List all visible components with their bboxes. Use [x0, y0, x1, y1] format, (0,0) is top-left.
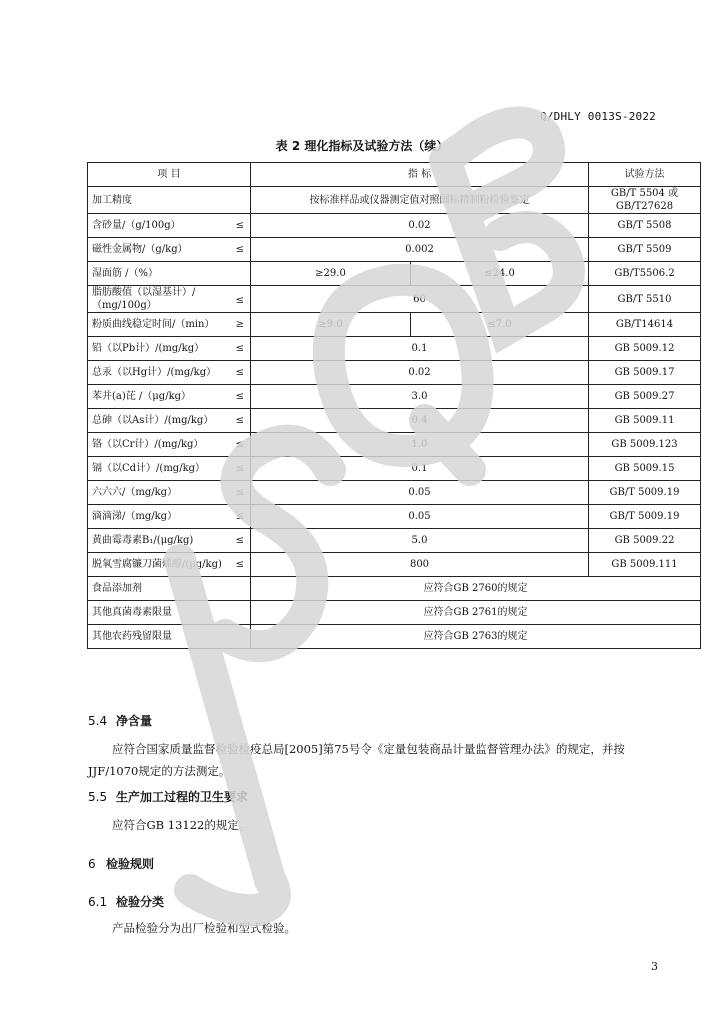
- table-row: [88, 481, 701, 505]
- cell-indicator: 按标准样品或仪器测定值对照国标精制粉检验鉴定: [251, 187, 589, 214]
- cell-indicator: 0.002: [251, 238, 589, 262]
- cell-item: 脱氧雪腐镰刀菌烯醇/(μg/kg) ≤: [88, 553, 251, 577]
- table-row: [88, 457, 701, 481]
- table-row: [88, 262, 701, 286]
- cell-method: GB/T14614: [589, 313, 701, 337]
- table-caption: 表 2 理化指标及试验方法（续）: [275, 139, 449, 153]
- cell-indicator: 60: [251, 286, 589, 313]
- cell-method: GB 5009.27: [589, 385, 701, 409]
- cell-method: GB 5009.111: [589, 553, 701, 577]
- cell-indicator: 应符合GB 2760的规定: [251, 577, 701, 601]
- cell-method: GB/T5506.2: [589, 262, 701, 286]
- cell-item: 粉质曲线稳定时间/（min） ≥: [88, 313, 251, 337]
- comparison-symbol: ≤: [235, 439, 244, 450]
- cell-item: 铅（以Pb计）/(mg/kg） ≤: [88, 337, 251, 361]
- cell-item: 六六六/（mg/kg） ≤: [88, 481, 251, 505]
- comparison-symbol: ≤: [235, 463, 244, 474]
- table-header-row: [88, 163, 701, 187]
- cell-indicator-weak: ≤24.0: [411, 262, 589, 286]
- table-body: [88, 187, 701, 649]
- table-row: [88, 529, 701, 553]
- comparison-symbol: ≥: [235, 319, 244, 330]
- comparison-symbol: ≤: [235, 367, 244, 378]
- comparison-symbol: ≤: [235, 244, 244, 255]
- cell-indicator: 0.1: [251, 337, 589, 361]
- header-item: 项 目: [88, 163, 251, 187]
- cell-item: 黄曲霉毒素B₁/(μg/kg) ≤: [88, 529, 251, 553]
- standard-code: Q/DHLY 0013S-2022: [540, 110, 656, 123]
- section-6-1-text: 产品检验分为出厂检验和型式检验。: [112, 921, 296, 935]
- cell-method: GB/T 5510: [589, 286, 701, 313]
- table-row: [88, 625, 701, 649]
- cell-method: GB 5009.17: [589, 361, 701, 385]
- comparison-symbol: ≤: [235, 295, 244, 306]
- cell-indicator: 0.02: [251, 214, 589, 238]
- comparison-symbol: ≤: [235, 391, 244, 402]
- cell-item: 含砂量/（g/100g） ≤: [88, 214, 251, 238]
- cell-item: 食品添加剂: [88, 577, 251, 601]
- cell-item: 其他真菌毒素限量: [88, 601, 251, 625]
- cell-indicator: 5.0: [251, 529, 589, 553]
- cell-method: GB 5009.22: [589, 529, 701, 553]
- cell-indicator: 800: [251, 553, 589, 577]
- cell-indicator: 0.4: [251, 409, 589, 433]
- comparison-symbol: ≤: [235, 535, 244, 546]
- comparison-symbol: ≤: [235, 487, 244, 498]
- header-method: 试验方法: [589, 163, 701, 187]
- table-row: [88, 433, 701, 457]
- table-row: [88, 313, 701, 337]
- cell-method: GB/T 5009.19: [589, 505, 701, 529]
- table-row: [88, 385, 701, 409]
- table-row: [88, 337, 701, 361]
- cell-item: 苯并(a)芘 /（μg/kg） ≤: [88, 385, 251, 409]
- cell-method: GB 5009.123: [589, 433, 701, 457]
- cell-indicator: 0.1: [251, 457, 589, 481]
- table-row: [88, 505, 701, 529]
- table-row: [88, 409, 701, 433]
- table-row: [88, 214, 701, 238]
- table-row: [88, 601, 701, 625]
- page-number: 3: [651, 960, 658, 973]
- table-row: [88, 577, 701, 601]
- comparison-symbol: ≤: [235, 559, 244, 570]
- table-row: [88, 553, 701, 577]
- comparison-symbol: ≤: [235, 220, 244, 231]
- cell-item: 镉（以Cd计）/(mg/kg） ≤: [88, 457, 251, 481]
- section-6-heading: 6 检验规则: [88, 857, 155, 871]
- cell-method: GB/T 5509: [589, 238, 701, 262]
- section-6-1-heading: 6.1 检验分类: [88, 895, 165, 909]
- comparison-symbol: ≤: [235, 343, 244, 354]
- cell-indicator: 应符合GB 2763的规定: [251, 625, 701, 649]
- cell-method: GB/T 5009.19: [589, 481, 701, 505]
- cell-indicator-strong: ≥29.0: [251, 262, 411, 286]
- cell-item: 加工精度: [88, 187, 251, 214]
- cell-indicator: 1.0: [251, 433, 589, 457]
- cell-item: 湿面筋 /（%）: [88, 262, 251, 286]
- comparison-symbol: ≤: [235, 511, 244, 522]
- table-row: [88, 286, 701, 313]
- cell-method: GB/T 5508: [589, 214, 701, 238]
- cell-indicator: 0.02: [251, 361, 589, 385]
- cell-method: GB 5009.12: [589, 337, 701, 361]
- comparison-symbol: ≤: [235, 415, 244, 426]
- cell-indicator: 3.0: [251, 385, 589, 409]
- cell-indicator-strong: ≥9.0: [251, 313, 411, 337]
- cell-item: 其他农药残留限量: [88, 625, 251, 649]
- cell-method: GB 5009.15: [589, 457, 701, 481]
- spec-table: [87, 162, 701, 649]
- cell-item: 滴滴涕/（mg/kg） ≤: [88, 505, 251, 529]
- section-5-5-text: 应符合GB 13122的规定。: [112, 818, 251, 832]
- cell-indicator: 应符合GB 2761的规定: [251, 601, 701, 625]
- cell-item: 铬（以Cr计）/(mg/kg） ≤: [88, 433, 251, 457]
- header-indicator: 指 标: [251, 163, 589, 187]
- cell-indicator: 0.05: [251, 505, 589, 529]
- table-row: [88, 238, 701, 262]
- cell-item: 总汞（以Hg计）/(mg/kg） ≤: [88, 361, 251, 385]
- cell-item: 脂肪酸值（以湿基计）/（mg/100g） ≤: [88, 286, 251, 313]
- cell-indicator-weak: ≤7.0: [411, 313, 589, 337]
- table-row: [88, 361, 701, 385]
- cell-method: GB/T 5504 或 GB/T27628: [589, 187, 701, 214]
- cell-item: 总砷（以As计）/(mg/kg） ≤: [88, 409, 251, 433]
- table-row: [88, 187, 701, 214]
- cell-method: GB 5009.11: [589, 409, 701, 433]
- cell-item: 磁性金属物/（g/kg） ≤: [88, 238, 251, 262]
- section-5-4-heading: 5.4 净含量: [88, 714, 153, 728]
- section-5-4-text: 应符合国家质量监督检验检疫总局[2005]第75号令《定量包装商品计量监督管理办法》的规定，并按JJF/1070规定的方法测定。: [88, 742, 625, 778]
- section-5-5-heading: 5.5 生产加工过程的卫生要求: [88, 790, 249, 804]
- cell-indicator: 0.05: [251, 481, 589, 505]
